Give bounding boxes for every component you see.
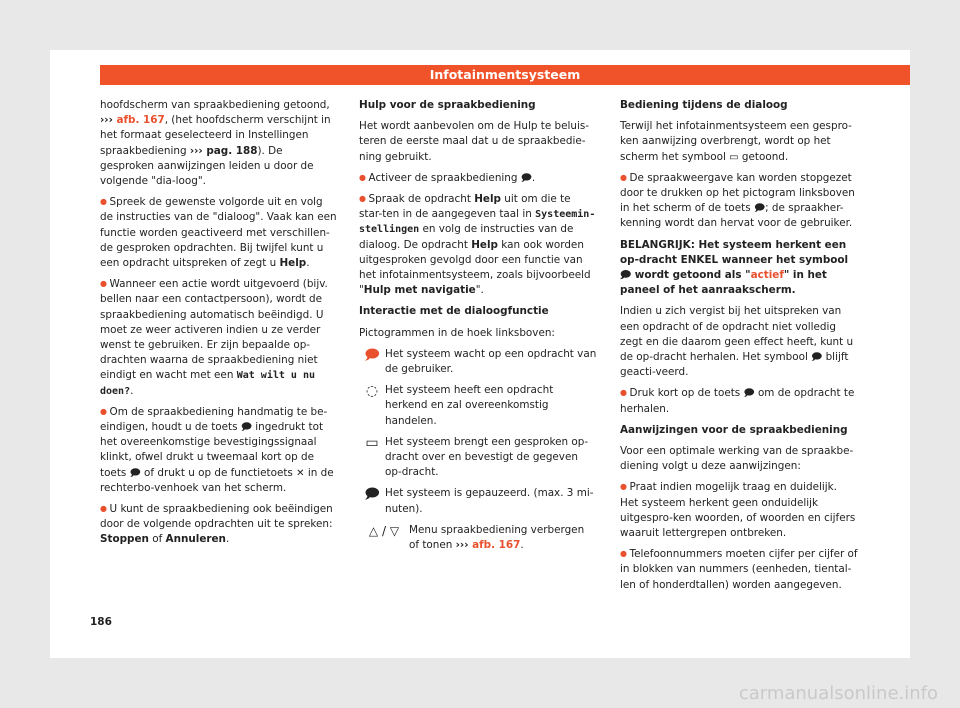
triangle-down-icon: ▽ xyxy=(389,523,400,538)
triangle-up-icon: △ xyxy=(368,523,379,538)
paragraph: Terwijl het infotainmentsysteem een gespro-ken aanwijzing overbrengt, wordt op het scherm het symbool ▭ getoond. xyxy=(620,120,852,163)
list-item: ● De spraakweergave kan worden stopgezet door te drukken op het pictogram linksboven in het scherm of de toets 🗩︎; de spraakher-kenning wordt dan hervat voor de gebruiker. xyxy=(620,171,858,232)
watermark: carmanualsonline.info xyxy=(738,683,938,704)
voice-button-icon: 🗩︎ xyxy=(240,422,252,434)
list-item: ● Spraak de opdracht Help uit om die te star-ten in de aangegeven taal in Systeemin-stellingen en volg de instructies van de dialoog. De opdracht Help kan ook worden uitgesproken gevolgd door een functie van het infotainmentsysteem, zoals bijvoorbeeld "Hulp met navigatie". xyxy=(359,192,597,298)
column-2 xyxy=(359,98,597,559)
icon-row: ◌ Het systeem heeft een opdracht herkend en zal overeenkomstig handelen. xyxy=(359,383,597,429)
list-item: ● Telefoonnummers moeten cijfer per cijfer of in blokken van nummers (eenheden, tiental-len of honderdtallen) worden aangegeven. xyxy=(620,547,858,593)
column-1 xyxy=(100,98,338,554)
voice-button-icon: 🗩︎ xyxy=(811,352,823,364)
speaking-icon: ▭ xyxy=(365,434,379,451)
list-item: ● Praat indien mogelijk traag en duidelijk. Het systeem herkent geen onduidelijk uitgespro-ken woorden, of woorden en cijfers waaruit lettergrepen ontbreken. xyxy=(620,480,858,541)
list-item: ● Om de spraakbediening handmatig te be-eindigen, houdt u de toets 🗩︎ ingedrukt tot het overeenkomstige bevestigingssignaal klinkt, ofwel drukt u tweemaal kort op de toets 🗩︎ of drukt u op de functietoets ✕ in de rechterbo-venhoek van het scherm. xyxy=(100,405,338,496)
paragraph: Indien u zich vergist bij het uitspreken van een opdracht of de opdracht niet volledig zegt en die daarom geen effect heeft, kunt u de op-dracht herhalen. Het symbool 🗩︎ blijft geacti-veerd. xyxy=(620,305,854,379)
processing-icon: ◌ xyxy=(365,383,379,400)
close-icon: ✕ xyxy=(296,467,305,479)
icon-row: 🗩︎ Het systeem wacht op een opdracht van de gebruiker. xyxy=(359,347,597,377)
figure-link[interactable]: afb. 167 xyxy=(472,539,521,552)
hide-show-menu-icon: △ / ▽ xyxy=(368,523,400,538)
important-note: BELANGRIJK: Het systeem herkent een op-dracht ENKEL wanneer het symbool 🗩︎ wordt getoond als "actief" in het paneel of het aanraakscherm. xyxy=(620,238,849,297)
voice-button-icon: 🗩︎ xyxy=(520,172,532,184)
subheading: Bediening tijdens de dialoog xyxy=(620,99,788,111)
voice-button-icon: 🗩︎ xyxy=(129,467,141,479)
list-item: ● Wanneer een actie wordt uitgevoerd (bijv. bellen naar een contactpersoon), wordt de spraakbediening automatisch beëindigd. U moet ze weer activeren indien u ze verder wenst te gebruiken. Er zijn bepaalde op-drachten waarna de spraakbediening niet eindigt en wacht met een Wat wilt u nu doen?. xyxy=(100,277,338,399)
list-item: ● Spreek de gewenste volgorde uit en volg de instructies van de "dialoog". Vaak kan een functie worden geactiveerd met verschillen-de gesproken opdrachten. Bij twijfel kunt u een opdracht uitspreken of zegt u Help. xyxy=(100,195,338,271)
list-item: ● U kunt de spraakbediening ook beëindigen door de volgende opdrachten uit te spreken: Stoppen of Annuleren. xyxy=(100,502,338,548)
list-item: ● Druk kort op de toets 🗩︎ om de opdracht te herhalen. xyxy=(620,386,858,416)
icon-row: 🗩︎ Het systeem is gepauzeerd. (max. 3 mi-nuten). xyxy=(359,486,597,516)
subheading: Aanwijzingen voor de spraakbediening xyxy=(620,423,848,436)
icon-row: ▭ Het systeem brengt een gesproken op-dracht over en bevestigt de gegeven op-dracht. xyxy=(359,435,597,481)
paused-icon: 🗩︎ xyxy=(364,486,380,503)
speaking-icon: ▭ xyxy=(729,151,739,163)
paragraph: Voor een optimale werking van de spraakbe-diening volgt u deze aanwijzingen: xyxy=(620,445,854,473)
voice-button-icon: 🗩︎ xyxy=(743,388,755,400)
intro-paragraph: hoofdscherm van spraakbediening getoond, ››› afb. 167, (het hoofdscherm verschijnt in het formaat geselecteerd in Instellingen spraakbediening ››› pag. 188). De gesproken aanwijzingen leiden u door de volgende "dia-loog". xyxy=(100,99,331,188)
voice-button-icon: 🗩︎ xyxy=(753,203,766,215)
list-item: ● Activeer de spraakbediening 🗩︎. xyxy=(359,171,597,186)
listening-icon: 🗩︎ xyxy=(364,346,380,363)
voice-button-icon: 🗩︎ xyxy=(620,270,632,282)
figure-link[interactable]: afb. 167 xyxy=(116,114,165,127)
page-number: 186 xyxy=(90,616,112,628)
subheading: Hulp voor de spraakbediening xyxy=(359,99,536,111)
manual-page xyxy=(50,50,910,658)
column-3 xyxy=(620,98,858,599)
paragraph: Het wordt aanbevolen om de Hulp te beluis-teren de eerste maal dat u de spraakbedie-ning gebruikt. xyxy=(359,120,590,163)
icon-row: △ / ▽ Menu spraakbediening verbergen of tonen ››› afb. 167. xyxy=(359,523,597,553)
subheading: Interactie met de dialoogfunctie xyxy=(359,305,549,318)
paragraph: Pictogrammen in de hoek linksboven: xyxy=(359,326,555,339)
page-link[interactable]: ››› pag. 188 xyxy=(189,144,258,157)
section-header: Infotainmentsysteem xyxy=(100,65,910,85)
